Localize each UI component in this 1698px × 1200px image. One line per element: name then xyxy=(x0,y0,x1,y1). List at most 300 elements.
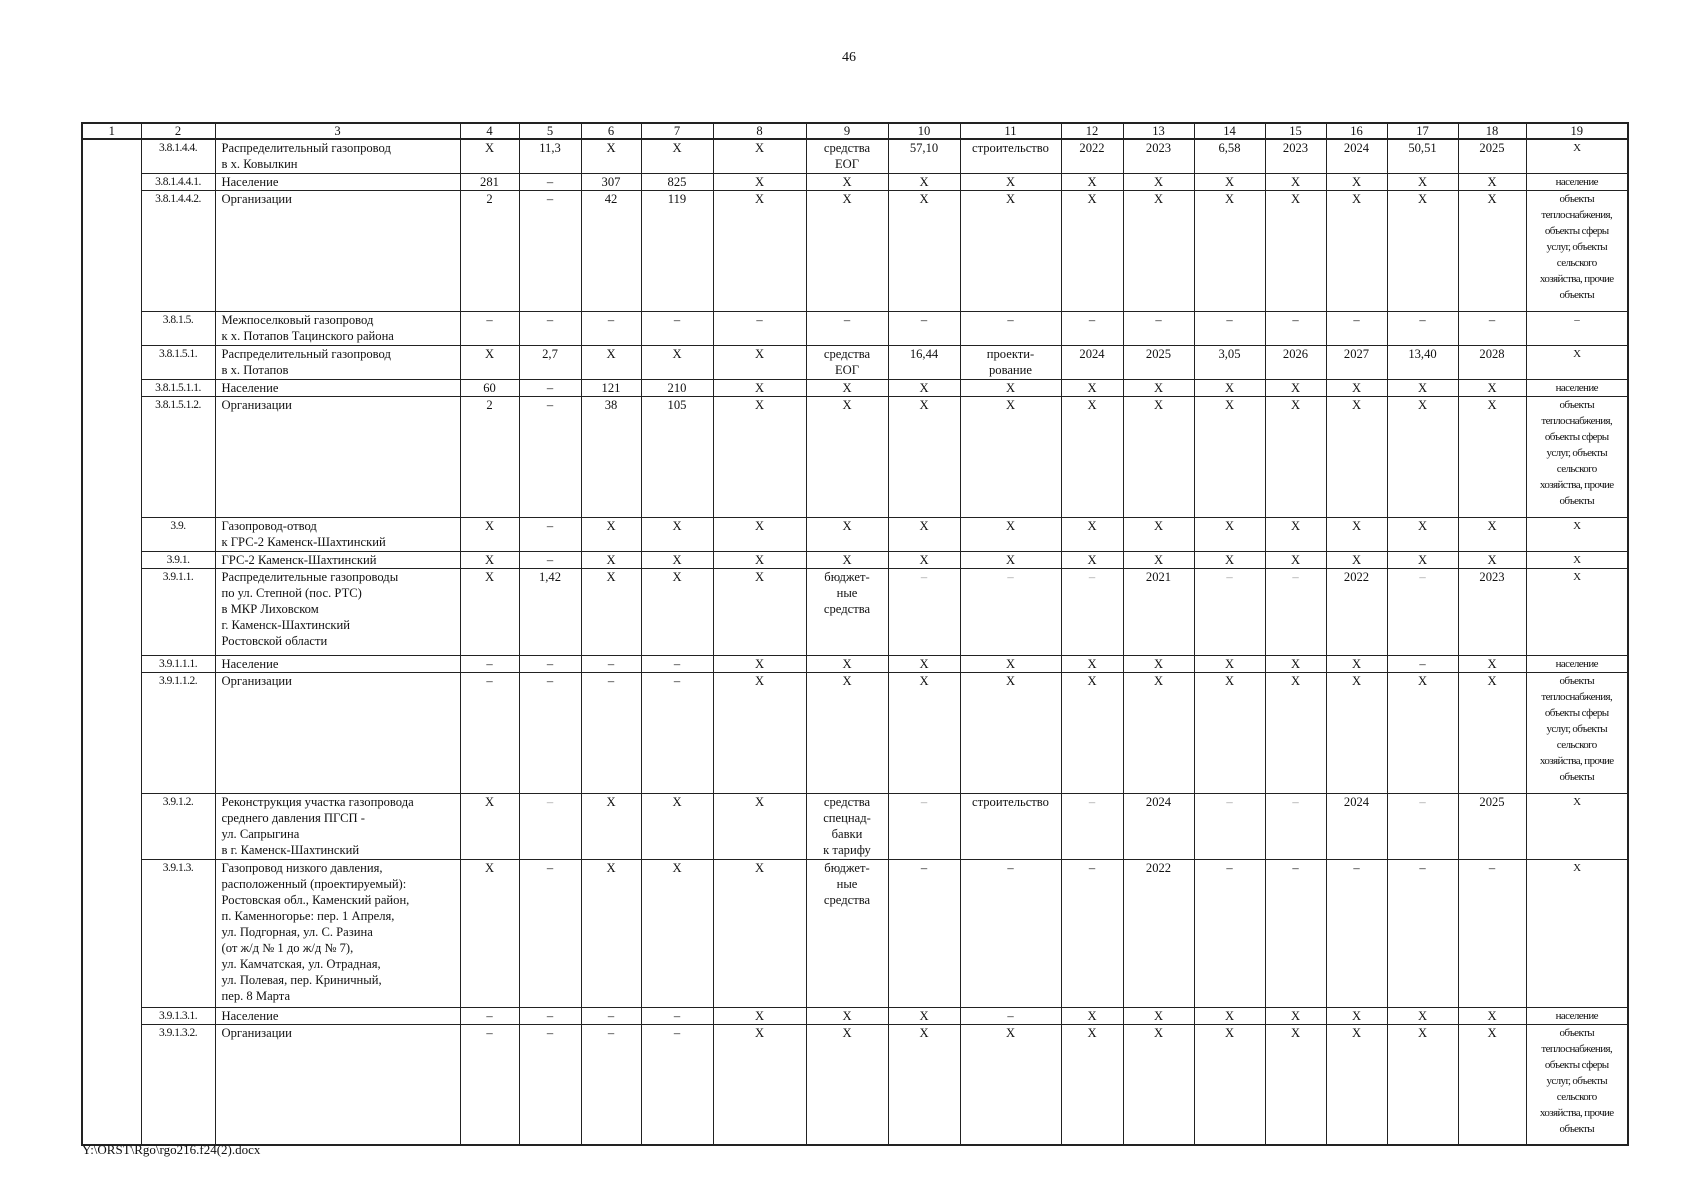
table-cell: Х xyxy=(1265,655,1326,672)
table-cell: Х xyxy=(1458,517,1526,551)
table-cell: – xyxy=(806,311,888,345)
table-cell: – xyxy=(960,859,1061,1007)
footer-file-path: Y:\ORST\Rgo\rgo216.f24(2).docx xyxy=(82,1142,261,1157)
table-cell xyxy=(82,345,141,379)
table-cell: Х xyxy=(713,517,806,551)
table-cell: Х xyxy=(1194,672,1265,793)
table-cell: – xyxy=(460,655,519,672)
table-cell: 105 xyxy=(641,396,713,517)
table-cell: Х xyxy=(1387,1007,1458,1024)
table-cell: – xyxy=(960,1007,1061,1024)
column-header: 14 xyxy=(1194,123,1265,139)
row-name: Организации xyxy=(215,190,460,311)
table-cell: Х xyxy=(1265,173,1326,190)
table-cell: Х xyxy=(713,190,806,311)
table-cell: Х xyxy=(1123,379,1194,396)
table-cell xyxy=(82,517,141,551)
row-note: объекты теплоснабжения, объекты сферы услуг, объекты сельского хозяйства, прочие объекты xyxy=(1526,396,1628,517)
table-cell: – xyxy=(460,1024,519,1145)
row-name: Распределительный газопровод в х. Ковылкин xyxy=(215,139,460,173)
table-cell: Х xyxy=(460,139,519,173)
row-note: Х xyxy=(1526,859,1628,1007)
table-cell: – xyxy=(1061,793,1123,859)
table-cell: – xyxy=(519,793,581,859)
table-cell: 3,05 xyxy=(1194,345,1265,379)
table-cell: Х xyxy=(1194,1024,1265,1145)
table-cell: Х xyxy=(960,655,1061,672)
table-cell: бюджет- ные средства xyxy=(806,859,888,1007)
table-cell: – xyxy=(1194,311,1265,345)
table-row xyxy=(82,568,1628,655)
table-cell: Х xyxy=(1458,1024,1526,1145)
table-cell xyxy=(82,1024,141,1145)
table-cell: Х xyxy=(1265,551,1326,568)
table-cell: Х xyxy=(713,139,806,173)
table-cell: – xyxy=(713,311,806,345)
table-cell: – xyxy=(1265,311,1326,345)
table-cell: бюджет- ные средства xyxy=(806,568,888,655)
column-header: 7 xyxy=(641,123,713,139)
table-cell: Х xyxy=(1265,379,1326,396)
table-cell: – xyxy=(1194,568,1265,655)
row-name: Население xyxy=(215,379,460,396)
table-cell: – xyxy=(581,311,641,345)
table-cell: – xyxy=(1194,859,1265,1007)
table-cell: Х xyxy=(888,517,960,551)
table-cell: 2 xyxy=(460,190,519,311)
table-cell: Х xyxy=(1123,551,1194,568)
column-header: 8 xyxy=(713,123,806,139)
table-cell: – xyxy=(1458,311,1526,345)
row-note: население xyxy=(1526,1007,1628,1024)
table-cell: Х xyxy=(806,551,888,568)
row-code: 3.8.1.4.4.1. xyxy=(141,173,215,190)
table-cell xyxy=(82,793,141,859)
table-cell: – xyxy=(641,311,713,345)
table-cell: Х xyxy=(641,859,713,1007)
table-cell: – xyxy=(519,1007,581,1024)
table-cell: – xyxy=(581,672,641,793)
row-name: ГРС-2 Каменск-Шахтинский xyxy=(215,551,460,568)
row-note: население xyxy=(1526,655,1628,672)
table-cell: Х xyxy=(641,139,713,173)
table-cell: – xyxy=(519,655,581,672)
table-cell: – xyxy=(1061,859,1123,1007)
table-cell: 42 xyxy=(581,190,641,311)
table-cell: 2027 xyxy=(1326,345,1387,379)
table-cell: 281 xyxy=(460,173,519,190)
table-cell: Х xyxy=(1194,173,1265,190)
table-cell: 2025 xyxy=(1458,139,1526,173)
table-cell: – xyxy=(1387,793,1458,859)
table-cell: – xyxy=(581,1024,641,1145)
table-cell: – xyxy=(1387,859,1458,1007)
table-cell: Х xyxy=(1194,190,1265,311)
table-cell: – xyxy=(1061,568,1123,655)
row-note: Х xyxy=(1526,551,1628,568)
table-cell: Х xyxy=(888,672,960,793)
table-cell: Х xyxy=(1326,379,1387,396)
table-cell: – xyxy=(1326,311,1387,345)
table-cell: Х xyxy=(1194,655,1265,672)
table-cell: Х xyxy=(581,345,641,379)
row-name: Распределительный газопровод в х. Потапов xyxy=(215,345,460,379)
table-cell: Х xyxy=(960,672,1061,793)
table-cell: Х xyxy=(1123,1024,1194,1145)
row-code: 3.9.1. xyxy=(141,551,215,568)
table-cell xyxy=(82,568,141,655)
table-cell: – xyxy=(888,859,960,1007)
row-name: Население xyxy=(215,655,460,672)
table-cell: Х xyxy=(1387,190,1458,311)
table-cell: Х xyxy=(713,568,806,655)
table-cell: 2025 xyxy=(1458,793,1526,859)
table-cell: Х xyxy=(1458,672,1526,793)
row-name: Межпоселковый газопровод к х. Потапов Тацинского района xyxy=(215,311,460,345)
table-cell: Х xyxy=(1061,551,1123,568)
row-note: население xyxy=(1526,379,1628,396)
table-cell: средства спецнад- бавки к тарифу xyxy=(806,793,888,859)
table-cell: Х xyxy=(641,551,713,568)
row-code: 3.9.1.1.1. xyxy=(141,655,215,672)
table-cell: – xyxy=(960,311,1061,345)
table-cell: Х xyxy=(713,793,806,859)
column-header: 18 xyxy=(1458,123,1526,139)
table-row xyxy=(82,345,1628,379)
table-cell: Х xyxy=(713,655,806,672)
data-table xyxy=(81,122,1629,1146)
table-cell: – xyxy=(1387,568,1458,655)
row-code: 3.9.1.3.1. xyxy=(141,1007,215,1024)
table-cell: Х xyxy=(1387,396,1458,517)
table-cell: 2024 xyxy=(1061,345,1123,379)
table-row xyxy=(82,396,1628,517)
table-cell: – xyxy=(460,1007,519,1024)
table-cell xyxy=(82,173,141,190)
table-cell: 2025 xyxy=(1123,345,1194,379)
column-header: 19 xyxy=(1526,123,1628,139)
table-row xyxy=(82,517,1628,551)
table-cell: Х xyxy=(1194,1007,1265,1024)
table-cell xyxy=(82,859,141,1007)
row-code: 3.8.1.5.1.1. xyxy=(141,379,215,396)
table-row xyxy=(82,793,1628,859)
table-cell: Х xyxy=(713,1024,806,1145)
table-cell: Х xyxy=(1265,396,1326,517)
table-cell: – xyxy=(1194,793,1265,859)
row-code: 3.9.1.1. xyxy=(141,568,215,655)
row-note: – xyxy=(1526,311,1628,345)
column-header: 1 xyxy=(82,123,141,139)
column-header: 2 xyxy=(141,123,215,139)
table-cell: – xyxy=(519,517,581,551)
table-cell: Х xyxy=(713,173,806,190)
table-cell: Х xyxy=(806,1007,888,1024)
table-cell: – xyxy=(641,1007,713,1024)
table-row xyxy=(82,379,1628,396)
table-cell: Х xyxy=(1326,1007,1387,1024)
table-cell: 2,7 xyxy=(519,345,581,379)
table-row xyxy=(82,551,1628,568)
table-cell xyxy=(82,311,141,345)
column-header: 3 xyxy=(215,123,460,139)
row-name: Население xyxy=(215,1007,460,1024)
table-cell: – xyxy=(1265,859,1326,1007)
table-cell: Х xyxy=(641,345,713,379)
table-cell xyxy=(82,672,141,793)
table-cell: Х xyxy=(806,655,888,672)
table-cell: – xyxy=(641,655,713,672)
table-cell: 2022 xyxy=(1123,859,1194,1007)
table-cell: Х xyxy=(1061,655,1123,672)
table-cell: Х xyxy=(460,517,519,551)
table-cell: Х xyxy=(460,345,519,379)
table-cell: Х xyxy=(1458,190,1526,311)
table-cell: Х xyxy=(1061,1007,1123,1024)
table-cell: Х xyxy=(581,793,641,859)
row-name: Население xyxy=(215,173,460,190)
table-cell: Х xyxy=(1265,517,1326,551)
table-cell: Х xyxy=(713,396,806,517)
row-name: Распределительные газопроводы по ул. Степной (пос. РТС) в МКР Лиховском г. Каменск-Шахтинский Ростовской области xyxy=(215,568,460,655)
row-code: 3.8.1.5.1. xyxy=(141,345,215,379)
table-cell: – xyxy=(1387,311,1458,345)
table-cell: Х xyxy=(581,551,641,568)
table-cell: 11,3 xyxy=(519,139,581,173)
table-cell: Х xyxy=(1326,1024,1387,1145)
table-cell: Х xyxy=(888,1007,960,1024)
table-cell: – xyxy=(519,173,581,190)
table-cell: – xyxy=(641,1024,713,1145)
table-cell: Х xyxy=(1326,190,1387,311)
column-header: 9 xyxy=(806,123,888,139)
table-cell xyxy=(82,190,141,311)
table-cell: 2028 xyxy=(1458,345,1526,379)
table-cell: Х xyxy=(1061,173,1123,190)
table-cell: Х xyxy=(888,190,960,311)
table-cell: Х xyxy=(1326,173,1387,190)
table-cell: Х xyxy=(1061,517,1123,551)
table-row xyxy=(82,190,1628,311)
table-cell: Х xyxy=(1265,190,1326,311)
table-cell: – xyxy=(519,672,581,793)
table-cell: Х xyxy=(806,379,888,396)
row-code: 3.8.1.5.1.2. xyxy=(141,396,215,517)
table-cell: 2023 xyxy=(1265,139,1326,173)
table-cell: – xyxy=(641,672,713,793)
row-note: объекты теплоснабжения, объекты сферы услуг, объекты сельского хозяйства, прочие объекты xyxy=(1526,190,1628,311)
row-code: 3.8.1.5. xyxy=(141,311,215,345)
table-row xyxy=(82,173,1628,190)
table-cell: Х xyxy=(1387,379,1458,396)
table-cell: Х xyxy=(713,672,806,793)
row-code: 3.8.1.4.4.2. xyxy=(141,190,215,311)
table-cell: Х xyxy=(1326,655,1387,672)
table-cell: – xyxy=(1387,655,1458,672)
table-cell: – xyxy=(519,311,581,345)
table-cell: Х xyxy=(960,551,1061,568)
table-row xyxy=(82,1024,1628,1145)
table-cell: Х xyxy=(806,190,888,311)
table-cell: Х xyxy=(1123,190,1194,311)
table-cell: – xyxy=(1458,859,1526,1007)
table-cell: Х xyxy=(888,551,960,568)
table-cell: Х xyxy=(888,379,960,396)
table-cell: 2022 xyxy=(1061,139,1123,173)
table-cell: 2023 xyxy=(1458,568,1526,655)
table-cell: 2024 xyxy=(1123,793,1194,859)
table-cell: Х xyxy=(960,396,1061,517)
table-cell: строительство xyxy=(960,793,1061,859)
table-cell xyxy=(82,1007,141,1024)
table-cell: Х xyxy=(1061,396,1123,517)
row-note: объекты теплоснабжения, объекты сферы услуг, объекты сельского хозяйства, прочие объекты xyxy=(1526,1024,1628,1145)
table-cell: средства ЕОГ xyxy=(806,345,888,379)
table-cell: Х xyxy=(1458,379,1526,396)
table-cell: Х xyxy=(1458,396,1526,517)
table-cell: – xyxy=(888,793,960,859)
table-cell: Х xyxy=(960,190,1061,311)
table-cell: Х xyxy=(641,517,713,551)
table-cell: Х xyxy=(1326,551,1387,568)
table-cell: – xyxy=(1061,311,1123,345)
table-cell: Х xyxy=(1194,517,1265,551)
table-cell: – xyxy=(519,1024,581,1145)
row-code: 3.9.1.3.2. xyxy=(141,1024,215,1145)
table-cell: – xyxy=(519,859,581,1007)
table-cell: Х xyxy=(1387,1024,1458,1145)
table-cell: – xyxy=(519,190,581,311)
table-cell: Х xyxy=(713,345,806,379)
column-header: 5 xyxy=(519,123,581,139)
table-row xyxy=(82,655,1628,672)
table-cell: Х xyxy=(1265,672,1326,793)
table-cell: строительство xyxy=(960,139,1061,173)
table-cell xyxy=(82,551,141,568)
row-note: Х xyxy=(1526,139,1628,173)
table-cell: Х xyxy=(713,859,806,1007)
table-cell: Х xyxy=(1458,173,1526,190)
table-cell: – xyxy=(1326,859,1387,1007)
table-cell: Х xyxy=(960,517,1061,551)
table-cell: Х xyxy=(1387,672,1458,793)
table-row xyxy=(82,311,1628,345)
table-cell: Х xyxy=(713,1007,806,1024)
column-header: 4 xyxy=(460,123,519,139)
table-cell: 13,40 xyxy=(1387,345,1458,379)
table-cell: 119 xyxy=(641,190,713,311)
table-cell: – xyxy=(960,568,1061,655)
table-cell: средства ЕОГ xyxy=(806,139,888,173)
table-cell: Х xyxy=(1123,396,1194,517)
table-cell: 60 xyxy=(460,379,519,396)
header-row xyxy=(82,123,1628,139)
table-cell: 121 xyxy=(581,379,641,396)
table-cell: 2021 xyxy=(1123,568,1194,655)
table-row xyxy=(82,1007,1628,1024)
table-cell: Х xyxy=(1458,551,1526,568)
table-cell: 6,58 xyxy=(1194,139,1265,173)
row-name: Реконструкция участка газопровода среднего давления ПГСП - ул. Сапрыгина в г. Каменск-Шахтинский xyxy=(215,793,460,859)
table-cell: 2022 xyxy=(1326,568,1387,655)
table-cell: Х xyxy=(960,1024,1061,1145)
table-cell: Х xyxy=(1326,517,1387,551)
table-cell: Х xyxy=(1387,173,1458,190)
table-cell: – xyxy=(581,655,641,672)
table-row xyxy=(82,672,1628,793)
table-cell xyxy=(82,379,141,396)
table-cell: 1,42 xyxy=(519,568,581,655)
table-cell: Х xyxy=(1061,190,1123,311)
row-name: Газопровод низкого давления, расположенный (проектируемый): Ростовская обл., Каменский район, п. Каменногорье: пер. 1 Апреля, ул. Подгорная, ул. С. Разина (от ж/д № 1 до ж/д № 7), ул. Камчатская, ул. Отрадная, ул. Полевая, пер. Криничный, пер. 8 Марта xyxy=(215,859,460,1007)
table-cell: Х xyxy=(581,517,641,551)
table-cell: Х xyxy=(641,793,713,859)
table-cell: Х xyxy=(581,568,641,655)
row-note: Х xyxy=(1526,517,1628,551)
column-header: 10 xyxy=(888,123,960,139)
table-cell: – xyxy=(519,379,581,396)
table-cell: Х xyxy=(1265,1007,1326,1024)
table-cell: Х xyxy=(888,1024,960,1145)
row-code: 3.9.1.2. xyxy=(141,793,215,859)
table-cell: – xyxy=(1123,311,1194,345)
table-cell: Х xyxy=(1194,379,1265,396)
row-code: 3.8.1.4.4. xyxy=(141,139,215,173)
table-cell: Х xyxy=(1061,672,1123,793)
row-code: 3.9.1.1.2. xyxy=(141,672,215,793)
table-cell: Х xyxy=(1123,517,1194,551)
table-cell: Х xyxy=(1194,396,1265,517)
table-cell: 38 xyxy=(581,396,641,517)
row-name: Организации xyxy=(215,396,460,517)
table-cell: – xyxy=(519,396,581,517)
table-cell: 2026 xyxy=(1265,345,1326,379)
table-cell: – xyxy=(581,1007,641,1024)
table-cell: 2024 xyxy=(1326,139,1387,173)
table-cell: Х xyxy=(1061,1024,1123,1145)
table-cell: Х xyxy=(581,859,641,1007)
table-cell: – xyxy=(460,672,519,793)
table-cell: Х xyxy=(460,793,519,859)
table-cell: Х xyxy=(1123,672,1194,793)
row-note: объекты теплоснабжения, объекты сферы услуг, объекты сельского хозяйства, прочие объекты xyxy=(1526,672,1628,793)
table-row xyxy=(82,859,1628,1007)
table-cell: – xyxy=(460,311,519,345)
table-cell: Х xyxy=(1123,1007,1194,1024)
column-header: 13 xyxy=(1123,123,1194,139)
table-cell: Х xyxy=(1387,551,1458,568)
table-cell xyxy=(82,396,141,517)
table-cell: 825 xyxy=(641,173,713,190)
table-cell: Х xyxy=(1061,379,1123,396)
table-cell: Х xyxy=(1194,551,1265,568)
row-note: население xyxy=(1526,173,1628,190)
page-number: 46 xyxy=(842,50,856,65)
table-cell: Х xyxy=(960,173,1061,190)
table-cell: Х xyxy=(1458,1007,1526,1024)
row-name: Организации xyxy=(215,672,460,793)
table-cell: Х xyxy=(806,517,888,551)
table-cell: Х xyxy=(806,173,888,190)
row-name: Газопровод-отвод к ГРС-2 Каменск-Шахтинский xyxy=(215,517,460,551)
column-header: 11 xyxy=(960,123,1061,139)
table-cell: 2 xyxy=(460,396,519,517)
table-cell: Х xyxy=(806,396,888,517)
table-cell xyxy=(82,655,141,672)
table-cell: Х xyxy=(713,379,806,396)
table-cell: Х xyxy=(888,655,960,672)
row-note: Х xyxy=(1526,345,1628,379)
